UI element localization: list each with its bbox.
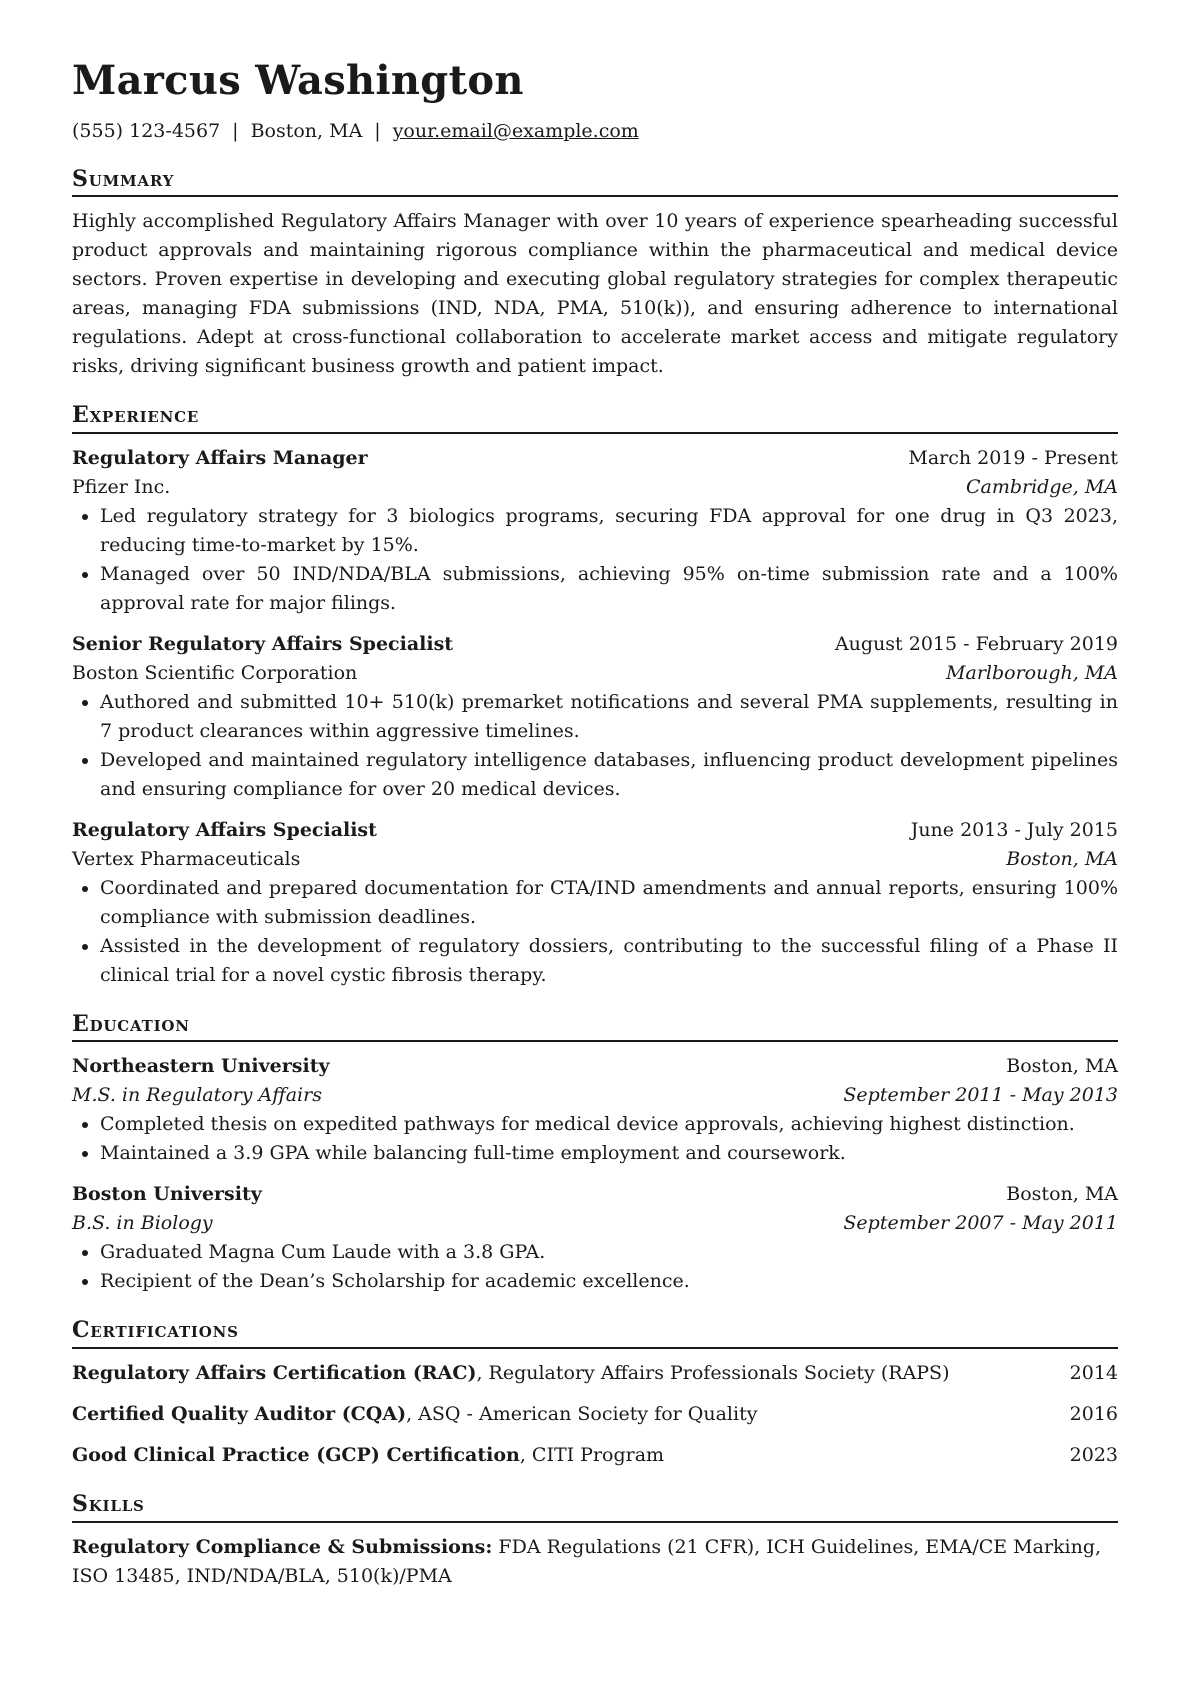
job-dates: March 2019 - Present: [908, 446, 1118, 469]
job-location: Marlborough, MA: [946, 661, 1118, 684]
education-dates: September 2011 - May 2013: [843, 1084, 1118, 1107]
bullet-item: • Recipient of the Dean’s Scholarship for academic excellence.: [100, 1267, 1118, 1296]
education-entry: [72, 1180, 1118, 1296]
job-title: Regulatory Affairs Specialist: [72, 818, 377, 841]
section-title-education: Education: [72, 1010, 1118, 1043]
company: Boston Scientific Corporation: [72, 661, 358, 684]
summary-text: Highly accomplished Regulatory Affairs Manager with over 10 years of experience spearheading successful product approvals and maintaining rigorous compliance within the pharmaceutical and medical device sectors. Proven expertise in developing and executing global regulatory strategies for complex therapeutic areas, managing FDA submissions (IND, NDA, PMA, 510(k)), and ensuring adherence to international regulations. Adept at cross-functional collaboration to accelerate market access and mitigate regulatory risks, driving significant business growth and patient impact.: [72, 210, 1118, 378]
job-location: Boston, MA: [1006, 847, 1118, 870]
school-name: Northeastern University: [72, 1055, 330, 1078]
bullet-item: • Managed over 50 IND/NDA/BLA submissions, achieving 95% on-time submission rate and a 100% approval rate for major filings.: [100, 560, 1118, 618]
experience-entry: [72, 444, 1118, 618]
section-title-skills: Skills: [72, 1490, 1118, 1523]
skills-label: Regulatory Compliance & Submissions:: [72, 1535, 493, 1558]
section-title-certifications: Certifications: [72, 1316, 1118, 1349]
bullet-item: • Maintained a 3.9 GPA while balancing full-time employment and coursework.: [100, 1139, 1118, 1168]
certification-issuer: , ASQ - American Society for Quality: [406, 1402, 758, 1425]
candidate-name: Marcus Washington: [72, 57, 524, 104]
certification-year: 2014: [1069, 1361, 1118, 1384]
degree: B.S. in Biology: [72, 1212, 213, 1235]
job-dates: June 2013 - July 2015: [910, 818, 1118, 841]
bullet-item: • Developed and maintained regulatory intelligence databases, influencing product development pipelines and ensuring compliance for over 20 medical devices.: [100, 746, 1118, 804]
education-section: [72, 1010, 1118, 1297]
certification-item: [72, 1441, 1118, 1470]
contact-separator: |: [232, 120, 239, 142]
company: Vertex Pharmaceuticals: [72, 847, 301, 870]
bullet-item: • Completed thesis on expedited pathways for medical device approvals, achieving highest distinction.: [100, 1110, 1118, 1139]
job-title: Senior Regulatory Affairs Specialist: [72, 632, 454, 655]
bullet-list: [72, 1110, 1118, 1168]
experience-entry: [72, 630, 1118, 804]
phone: (555) 123-4567: [72, 120, 221, 142]
skills-section: [72, 1490, 1118, 1591]
location: Boston, MA: [250, 120, 363, 142]
skills-value: FDA Regulations (21 CFR), ICH Guidelines, EMA/CE Marking, ISO 13485, IND/NDA/BLA, 510(k)/PMA: [72, 1535, 1102, 1587]
bullet-item: • Led regulatory strategy for 3 biologics programs, securing FDA approval for one drug in Q3 2023, reducing time-to-market by 15%.: [100, 502, 1118, 560]
summary-section: [72, 165, 1118, 382]
school-location: Boston, MA: [1006, 1055, 1118, 1078]
certification-issuer: , Regulatory Affairs Professionals Society (RAPS): [476, 1361, 950, 1384]
job-location: Cambridge, MA: [965, 475, 1118, 498]
certification-item: [72, 1359, 1118, 1388]
bullet-list: [72, 1238, 1118, 1296]
section-title-summary: Summary: [72, 165, 1118, 198]
school-location: Boston, MA: [1006, 1183, 1118, 1206]
degree: M.S. in Regulatory Affairs: [72, 1084, 322, 1107]
certification-issuer: , CITI Program: [519, 1443, 665, 1466]
section-title-experience: Experience: [72, 401, 1118, 434]
certifications-section: [72, 1316, 1118, 1470]
certification-year: 2023: [1069, 1443, 1118, 1466]
bullet-item: • Authored and submitted 10+ 510(k) premarket notifications and several PMA supplements, resulting in 7 product clearances within aggressive timelines.: [100, 688, 1118, 746]
certification-item: [72, 1400, 1118, 1429]
job-title: Regulatory Affairs Manager: [72, 446, 368, 469]
education-dates: September 2007 - May 2011: [843, 1212, 1118, 1235]
certification-name: Certified Quality Auditor (CQA): [72, 1402, 407, 1425]
experience-entry: [72, 816, 1118, 990]
certification-name: Regulatory Affairs Certification (RAC): [72, 1361, 477, 1384]
email-link[interactable]: your.email@example.com: [392, 120, 639, 142]
contact-line: [72, 118, 1118, 145]
certification-name: Good Clinical Practice (GCP) Certification: [72, 1443, 520, 1466]
bullet-list: [72, 688, 1118, 804]
company: Pfizer Inc.: [72, 475, 171, 498]
school-name: Boston University: [72, 1183, 262, 1206]
certification-year: 2016: [1069, 1402, 1118, 1425]
contact-separator: |: [374, 120, 381, 142]
bullet-item: • Assisted in the development of regulatory dossiers, contributing to the successful filing of a Phase II clinical trial for a novel cystic fibrosis therapy.: [100, 932, 1118, 990]
education-entry: [72, 1052, 1118, 1168]
bullet-item: • Graduated Magna Cum Laude with a 3.8 GPA.: [100, 1238, 1118, 1267]
experience-section: [72, 401, 1118, 990]
job-dates: August 2015 - February 2019: [834, 632, 1118, 655]
skills-item: [72, 1533, 1118, 1591]
bullet-list: [72, 502, 1118, 618]
bullet-item: • Coordinated and prepared documentation for CTA/IND amendments and annual reports, ensuring 100% compliance with submission deadlines.: [100, 874, 1118, 932]
bullet-list: [72, 874, 1118, 990]
